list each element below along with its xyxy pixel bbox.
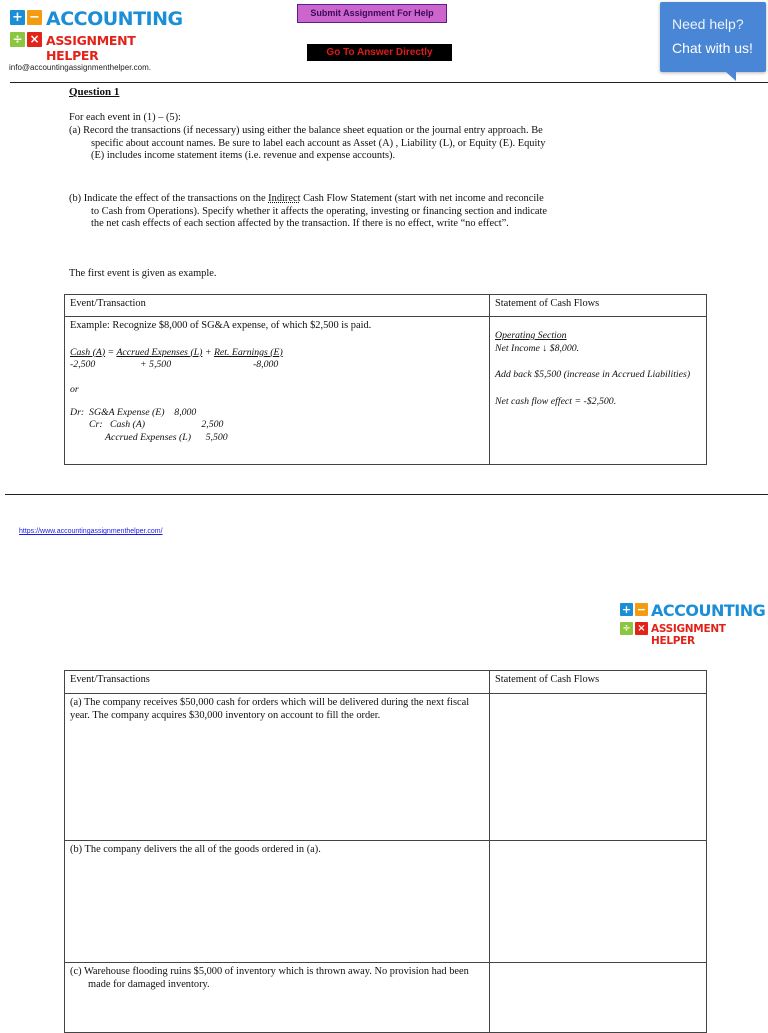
chat-line-2: Chat with us! bbox=[672, 40, 753, 56]
header-divider bbox=[10, 82, 768, 83]
events-table-header-cashflow: Statement of Cash Flows bbox=[490, 671, 707, 694]
eq-equals: = bbox=[105, 346, 117, 358]
instruction-b-indirect: Indirect bbox=[268, 193, 301, 204]
table-row bbox=[65, 841, 707, 963]
go-to-answer-button[interactable]: Go To Answer Directly bbox=[307, 44, 452, 61]
example-note: The first event is given as example. bbox=[69, 268, 217, 279]
event-a-cashflow-cell[interactable] bbox=[490, 694, 707, 841]
plus-icon: + bbox=[621, 603, 632, 616]
eq-plus: + bbox=[202, 346, 214, 358]
eq-cash: Cash (A) bbox=[70, 346, 106, 358]
cf-net-income: Net Income ↓ $8,000. bbox=[495, 342, 580, 354]
times-icon: × bbox=[635, 622, 648, 635]
events-table-header-event: Event/Transactions bbox=[65, 671, 490, 694]
logo-word-helper: ASSIGNMENT HELPER bbox=[46, 33, 136, 63]
event-c-cashflow-cell[interactable] bbox=[490, 963, 707, 1033]
event-b-text: (b) The company delivers the all of the goods ordered in (a). bbox=[65, 841, 490, 963]
instruction-b bbox=[69, 193, 549, 231]
cf-operating-section: Operating Section bbox=[495, 330, 567, 341]
logo-word-accounting: ACCOUNTING bbox=[651, 601, 766, 620]
intro-text: For each event in (1) – (5): bbox=[69, 112, 181, 123]
question-title: Question 1 bbox=[69, 86, 120, 98]
contact-email: info@accountingassignmenthelper.com. bbox=[9, 63, 151, 72]
example-equation bbox=[70, 347, 484, 360]
table-row bbox=[65, 694, 707, 841]
table-row bbox=[65, 963, 707, 1033]
eq-value-accrued: + 5,500 bbox=[140, 359, 172, 371]
minus-icon: − bbox=[636, 603, 647, 616]
divide-icon: ÷ bbox=[620, 622, 633, 635]
example-event-cell bbox=[65, 317, 490, 465]
eq-value-cash: -2,500 bbox=[70, 359, 96, 371]
eq-value-retained: -8,000 bbox=[253, 359, 279, 371]
submit-assignment-button[interactable]: Submit Assignment For Help bbox=[297, 4, 447, 23]
cf-add-back: Add back $5,500 (increase in Accrued Liabilities) bbox=[495, 369, 691, 381]
event-a-text: (a) The company receives $50,000 cash for orders which will be delivered during the next fiscal year. The company acquires $30,000 inventory on account to fill the order. bbox=[65, 694, 490, 841]
page-divider bbox=[5, 494, 768, 495]
example-table bbox=[64, 294, 707, 465]
event-c-text bbox=[65, 963, 490, 1033]
logo-word-accounting: ACCOUNTING bbox=[46, 8, 183, 30]
example-title: Example: Recognize $8,000 of SG&A expense, of which $2,500 is paid. bbox=[70, 320, 372, 331]
plus-icon: + bbox=[10, 10, 25, 25]
chat-bubble-tail bbox=[726, 72, 736, 81]
instruction-b-post: Cash Flow Statement (start with net income and reconcile to Cash from Operations). Specify whether it affects the operating, investing or financing section and indicate the net cash effects of each section affected by the transaction. If there is no effect, write “no effect”. bbox=[91, 193, 547, 230]
example-or: or bbox=[70, 384, 79, 396]
journal-credit-cash: Cr: Cash (A) 2,500 bbox=[89, 419, 224, 431]
chat-line-1: Need help? bbox=[672, 16, 744, 32]
example-equation-values bbox=[70, 359, 484, 372]
logo-word-helper: ASSIGNMENT HELPER bbox=[651, 623, 726, 647]
event-b-cashflow-cell[interactable] bbox=[490, 841, 707, 963]
logo-top bbox=[10, 8, 183, 63]
example-table-header-event: Event/Transaction bbox=[65, 295, 490, 317]
eq-retained: Ret. Earnings (E) bbox=[213, 346, 283, 358]
example-table-header-cashflow: Statement of Cash Flows bbox=[490, 295, 707, 317]
minus-icon: − bbox=[27, 10, 42, 25]
website-link[interactable]: https://www.accountingassignmenthelper.com/ bbox=[19, 528, 163, 535]
times-icon: × bbox=[27, 32, 42, 47]
divide-icon: ÷ bbox=[10, 32, 25, 47]
instruction-a: (a) Record the transactions (if necessary) using either the balance sheet equation or the journal entry approach. Be specific about account names. Be sure to label each account as Asset (A) , Liability (L), or Equity (E). Equity (E) includes income statement items (i.e. revenue and expense accounts). bbox=[69, 125, 546, 162]
journal-debit: Dr: SG&A Expense (E) 8,000 bbox=[70, 406, 197, 418]
event-c-text-inner: (c) Warehouse flooding ruins $5,000 of inventory which is thrown away. No provision had been made for damaged inventory. bbox=[70, 966, 469, 990]
journal-credit-accrued: Accrued Expenses (L) 5,500 bbox=[105, 431, 228, 443]
cf-net-effect: Net cash flow effect = -$2,500. bbox=[495, 395, 617, 407]
logo-page2 bbox=[620, 601, 766, 647]
eq-accrued: Accrued Expenses (L) bbox=[116, 346, 203, 358]
instruction-b-pre: (b) Indicate the effect of the transactions on the bbox=[69, 193, 269, 204]
events-table bbox=[64, 670, 707, 1033]
chat-widget[interactable] bbox=[660, 2, 766, 72]
example-cashflow-cell bbox=[490, 317, 707, 465]
